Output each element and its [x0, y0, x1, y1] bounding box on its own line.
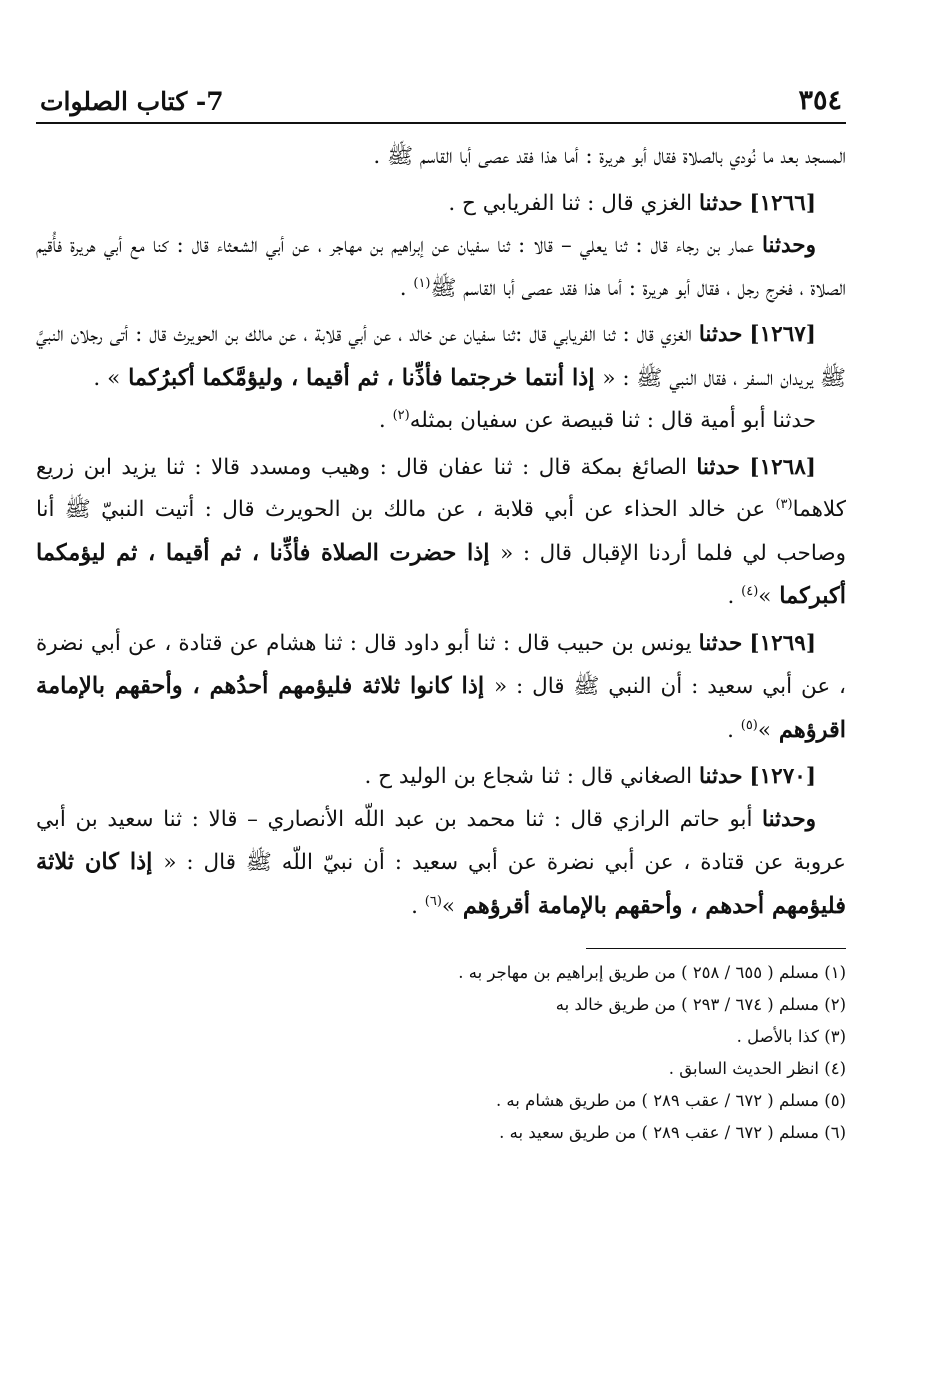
hadith-number: [١٢٧٠] — [749, 764, 816, 789]
paragraph — [36, 136, 846, 179]
paragraph-text: أبو حاتم الرازي قال : ثنا محمد بن عبد اللّه الأنصاري – قالا : ثنا سعيد بن أبي عروبة عن قتادة ، عن أبي نضرة عن أبي سعيد : أن نبيّ اللّه ﷺ قال : « — [36, 806, 847, 875]
paragraph-text: المسجد بعد ما نُودي بالصلاة فقال أبو هريرة : أما هذا فقد عصى أبا القاسم ﷺ . — [373, 144, 846, 169]
paragraph-text: حدثنا أبو أمية قال : ثنا قبيصة عن سفيان بمثله — [409, 408, 816, 433]
hadith-number: [١٢٦٦] — [749, 190, 816, 216]
hadith-lead-word: وحدثنا — [762, 233, 816, 258]
hadith-lead-word: حدثنا — [698, 190, 743, 216]
footnote-marker: (٤) — [741, 583, 759, 599]
hadith-paragraph — [36, 314, 846, 400]
hadith-paragraph — [36, 400, 846, 443]
footnote-marker: (٥) — [740, 717, 758, 733]
page-body — [36, 136, 846, 928]
page-number: ٣٥٤ — [798, 85, 842, 116]
paragraph-end: . — [399, 275, 414, 301]
prophetic-quote: إذا حضرت الصلاة فأذِّنا ، ثم أقيما ، ثم ليؤمكما أكبركما — [36, 539, 846, 609]
hadith-number: [١٢٦٨] — [749, 454, 816, 480]
hadith-lead-word: حدثنا — [698, 322, 743, 347]
prophetic-quote: إذا كانوا ثلاثة فليؤمهم أحدُهم ، وأحقهم بالإمامة اقرؤهم — [36, 673, 846, 743]
hadith-paragraph — [36, 756, 846, 799]
hadith-number: [١٢٦٩] — [749, 630, 816, 656]
footnotes — [36, 957, 846, 1149]
footnote-marker: (١) — [413, 275, 431, 291]
chapter-title: 7- كتاب الصلوات — [40, 87, 224, 116]
paragraph-end: » — [758, 584, 772, 609]
paragraph-text-continued: عن خالد الحذاء عن أبي قلابة ، عن مالك بن الحويرث قال : أتيت النبيّ ﷺ أنا وصاحب لي فلما أردنا الإقبال قال : « — [36, 497, 847, 566]
page-header — [36, 72, 846, 124]
footnote: (٣) كذا بالأصل . — [736, 1027, 846, 1046]
prophetic-quote: إذا كان ثلاثة فليؤمهم أحدهم ، وأحقهم بالإمامة أقرؤهم — [36, 849, 846, 919]
hadith-lead-word: وحدثنا — [762, 806, 816, 832]
hadith-paragraph — [36, 799, 846, 929]
footnote-marker: (٢) — [392, 407, 410, 423]
paragraph-end: . — [411, 893, 425, 919]
footnote: (١) مسلم ( ٦٥٥ / ٢٥٨ ) من طريق إبراهيم بن مهاجر به . — [458, 963, 846, 982]
footnote: (٢) مسلم ( ٦٧٤ / ٢٩٣ ) من طريق خالد به — [555, 995, 846, 1014]
footnote: (٤) انظر الحديث السابق . — [668, 1059, 846, 1078]
paragraph-text: عمار بن رجاء قال : ثنا يعلي – قالا : ثنا سفيان عن إبراهيم بن مهاجر ، عن أبي الشعثاء قال : كنا مع أبي هريرة فأُقيم الصلاة ، فخرج رجل ، فقال أبو هريرة : أما هذا فقد عصى أبا القاسم ﷺ — [36, 233, 846, 301]
footnote: (٦) مسلم ( ٦٧٢ / عقب ٢٨٩ ) من طريق سعيد به . — [499, 1123, 846, 1142]
hadith-number: [١٢٦٧] — [749, 322, 816, 347]
book-page — [36, 72, 846, 1149]
paragraph-end: » — [757, 717, 772, 743]
hadith-lead-word: حدثنا — [696, 454, 740, 480]
paragraph-end: . — [378, 408, 393, 433]
paragraph-end: » — [441, 893, 456, 919]
hadith-lead-word: حدثنا — [698, 764, 743, 789]
paragraph-end: . — [727, 717, 741, 743]
paragraph-text: الصائغ بمكة قال : ثنا عفان قال : وهيب ومسدد قالا : ثنا يزيد ابن زريع كلاهما — [36, 454, 846, 522]
hadith-paragraph — [36, 183, 846, 226]
paragraph-end: . — [727, 584, 742, 609]
paragraph-end: » . — [93, 365, 121, 391]
prophetic-quote: إذا أنتما خرجتما فأذِّنا ، ثم أقيما ، وليؤمَّكما أكبرُكما — [120, 364, 603, 391]
paragraph-text: الغزي قال : ثنا الفريابي ح . — [448, 190, 693, 216]
footnote-marker: (٦) — [424, 893, 442, 909]
paragraph-text: الغزي قال : ثنا الفريابي قال :ثنا سفيان عن خالد ، عن أبي قلابة ، عن مالك بن الحويرث قال : أتى رجلان النبيَّ ﷺ يريدان السفر ، فقال النبي ﷺ : « — [36, 322, 846, 391]
hadith-paragraph — [36, 623, 846, 753]
hadith-lead-word: حدثنا — [698, 630, 743, 656]
hadith-paragraph — [36, 447, 846, 619]
footnote: (٥) مسلم ( ٦٧٢ / عقب ٢٨٩ ) من طريق هشام به . — [495, 1091, 846, 1110]
hadith-paragraph — [36, 225, 846, 310]
footnote-divider — [586, 948, 846, 949]
paragraph-text: يونس بن حبيب قال : ثنا أبو داود قال : ثنا هشام عن قتادة ، عن أبي نضرة ، عن أبي سعيد : أن النبي ﷺ قال : « — [36, 630, 846, 699]
paragraph-text: الصغاني قال : ثنا شجاع بن الوليد ح . — [364, 764, 693, 789]
footnote-marker: (٣) — [775, 496, 793, 512]
